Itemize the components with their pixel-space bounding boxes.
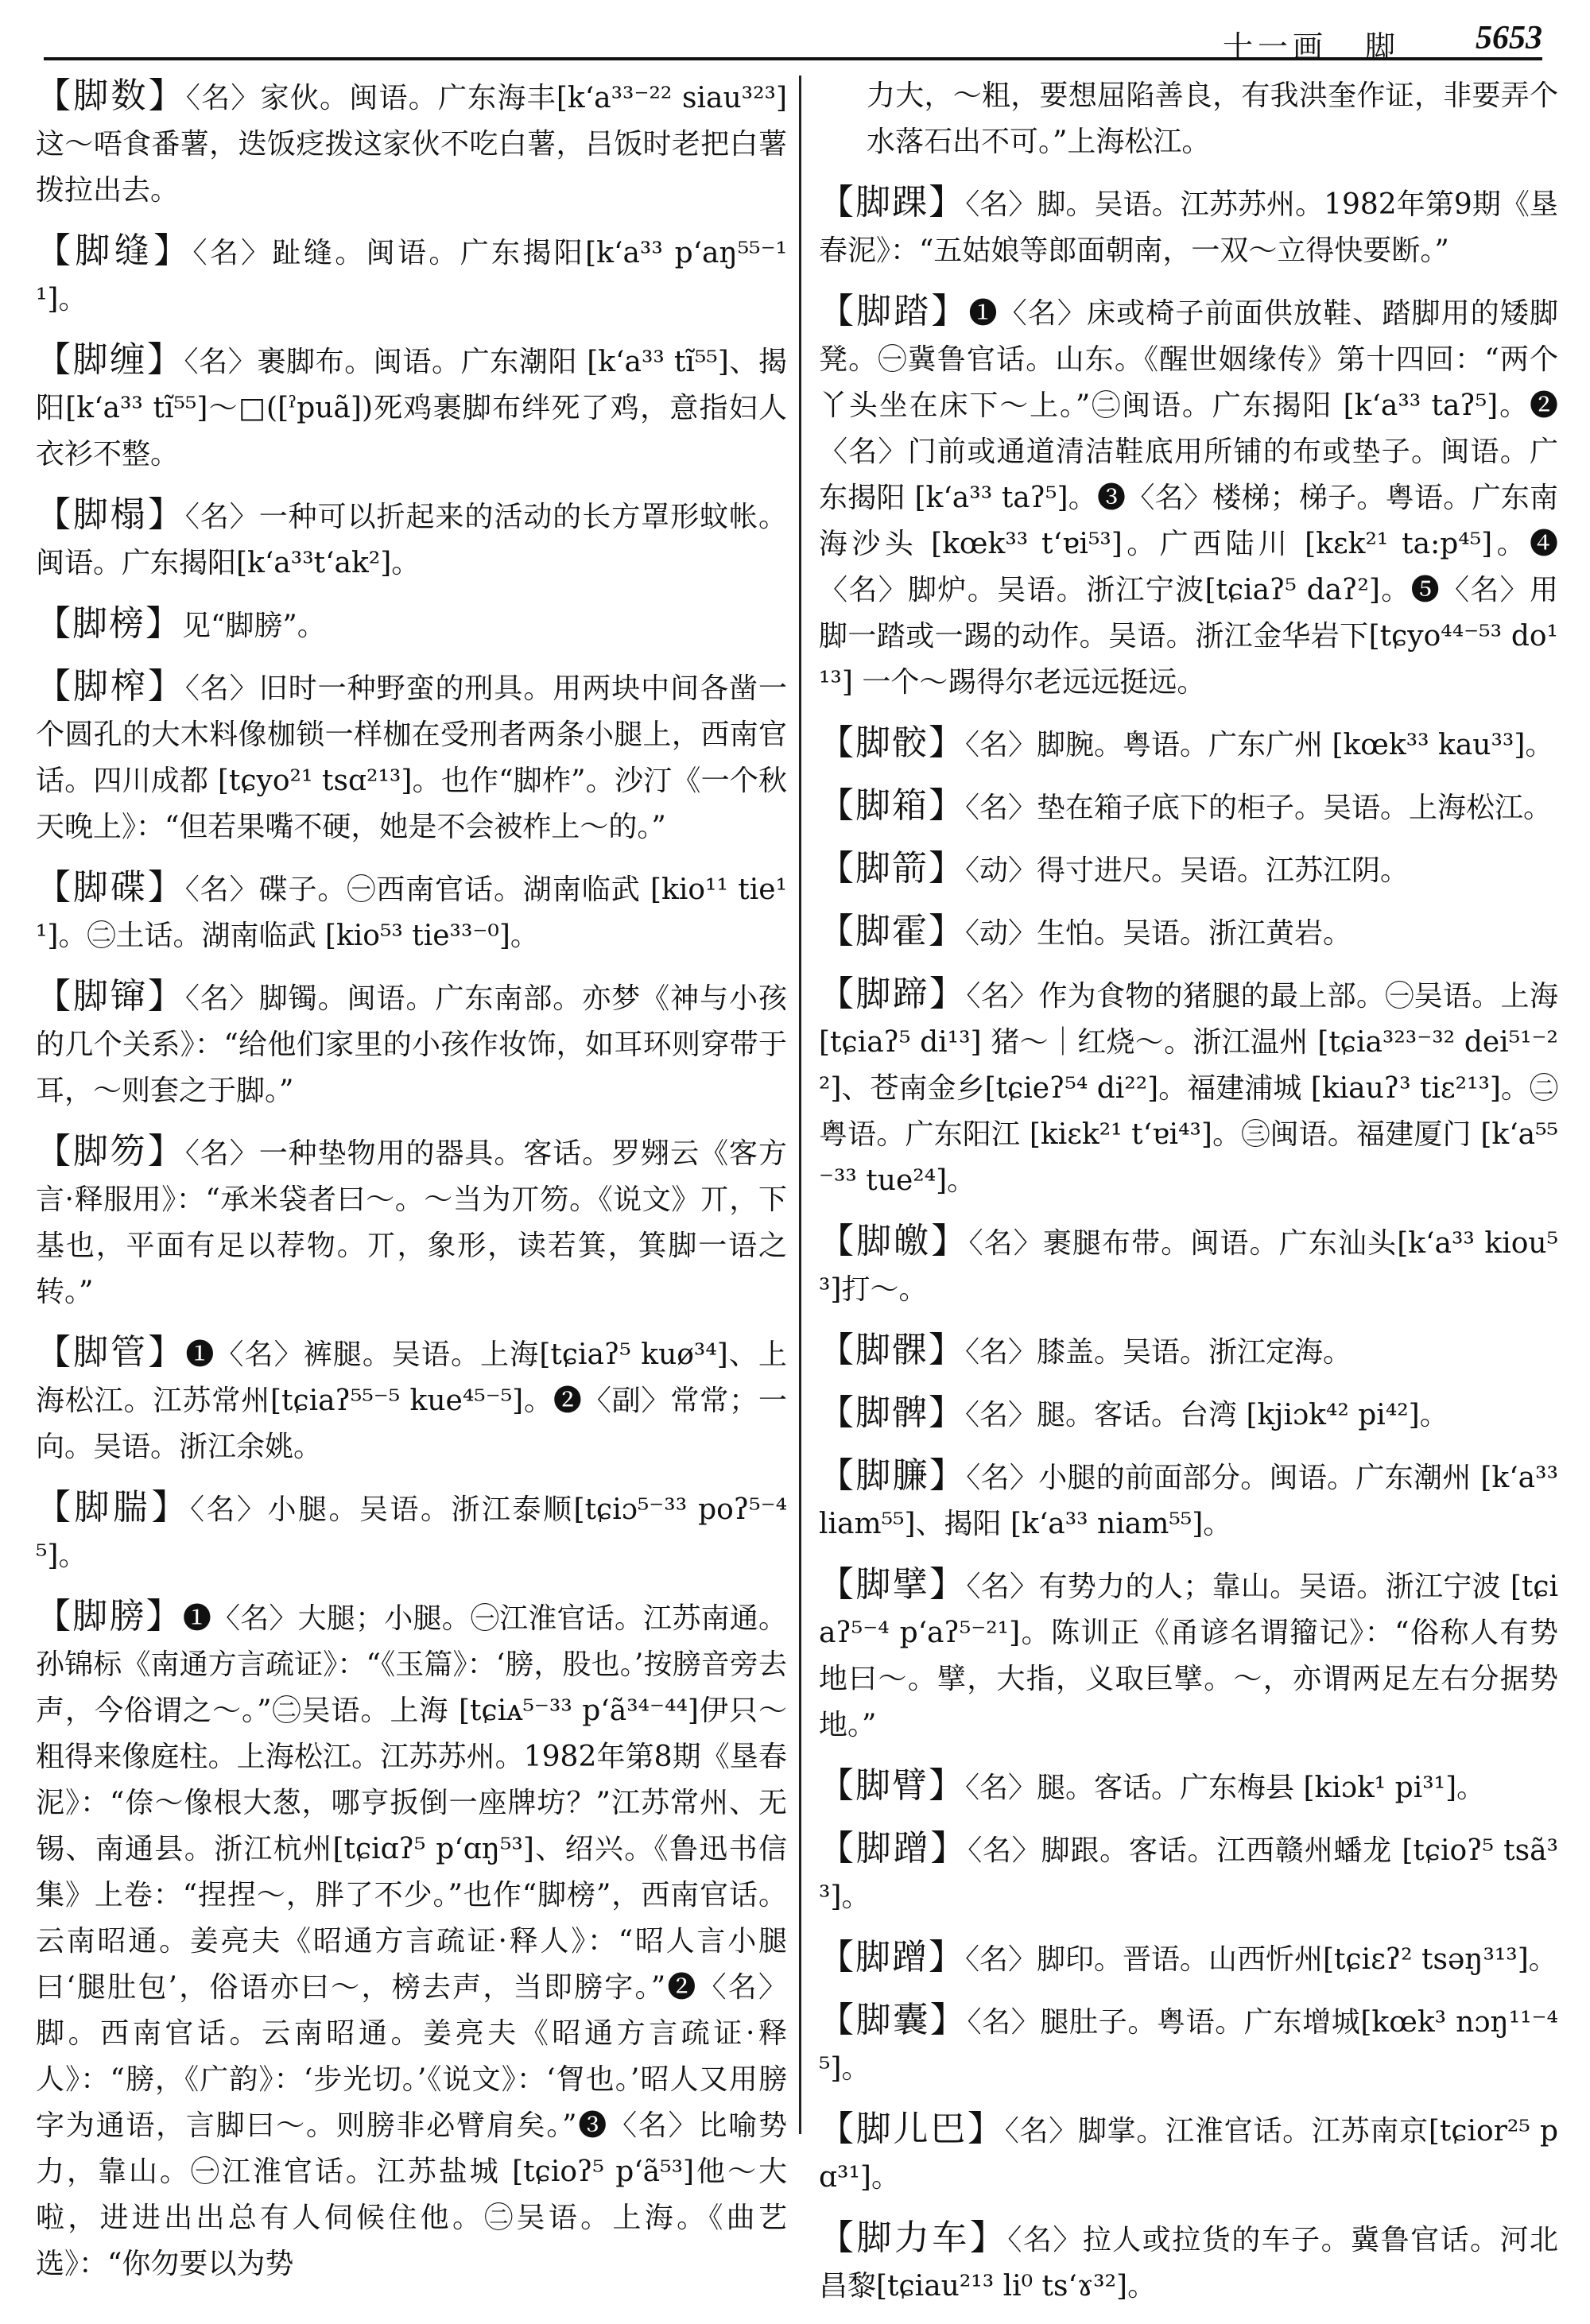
- entry-headword: 【脚蹄】: [819, 974, 967, 1014]
- dictionary-entry: [819, 1390, 1558, 1439]
- entry-headword: 【脚髀】: [819, 1392, 965, 1433]
- entry-definition: 〈名〉家伙。闽语。广东海丰[kʻa³³⁻²² siau³²³]这～唔食番薯，迭饭疺拨这家伙不吃白薯，吕饭时老把白薯拨拉出去。: [36, 82, 787, 207]
- dictionary-entry: [36, 228, 787, 323]
- dictionary-entry: [819, 846, 1558, 894]
- entry-headword: 【脚臂】: [819, 1765, 965, 1806]
- entry-headword: 【脚囊】: [819, 2000, 968, 2040]
- dictionary-entry: [819, 289, 1558, 706]
- entry-headword: 【脚骹】: [819, 722, 965, 763]
- entry-headword: 【脚碟】: [36, 867, 185, 908]
- entry-definition: 〈名〉作为食物的猪腿的最上部。㊀吴语。上海 [tɕiaʔ⁵ di¹³] 猪～｜红烧～。浙江温州 [tɕia³²³⁻³² dei⁵¹⁻²²]、苍南金乡[tɕieʔ⁵⁴ di²²]。福建浦城 [kiauʔ³ tiɛ²¹³]。㊁粤语。广东阳江 [kiɛk²¹ tʻɐi⁴³]。㊂闽语。福建厦门 [kʻa⁵⁵⁻³³ tue²⁴]。: [819, 980, 1558, 1197]
- dictionary-entry: [819, 908, 1558, 957]
- entry-definition: 〈名〉裹腿布带。闽语。广东汕头[kʻa³³ kiou⁵³]打～。: [819, 1227, 1558, 1306]
- entry-definition: 见“脚膀”。: [182, 610, 326, 642]
- dictionary-entry: [819, 1453, 1558, 1547]
- left-column: [36, 73, 787, 2302]
- dictionary-entry: [819, 783, 1558, 831]
- entry-headword: 【脚儿巴】: [819, 2109, 1005, 2149]
- entry-headword: 【脚数】: [36, 76, 186, 116]
- dictionary-entry: [36, 1594, 787, 2287]
- entry-headword: 【脚榨】: [36, 666, 185, 707]
- dictionary-entry: [36, 337, 787, 478]
- dictionary-entry: [819, 971, 1558, 1204]
- entry-headword: 【脚臁】: [819, 1455, 967, 1496]
- entry-definition: 〈名〉一种可以折起来的活动的长方罩形蚊帐。闽语。广东揭阳[kʻa³³tʻak²]。: [36, 501, 787, 579]
- continued-entry-text: 力大，～粗，要想屈陷善良，有我洪奎作证，非要弄个水落石出不可。”上海松江。: [867, 79, 1558, 158]
- entry-headword: 【脚蹭】: [819, 1828, 968, 1869]
- entry-headword: 【脚箱】: [819, 785, 965, 826]
- dictionary-entry: [819, 1997, 1558, 2092]
- dictionary-entry: [819, 1935, 1558, 1983]
- entry-definition: 〈名〉腿。客话。台湾 [kjiɔk⁴² pi⁴²]。: [965, 1399, 1448, 1431]
- entry-definition: 〈名〉小腿的前面部分。闽语。广东潮州 [kʻa³³ liam⁵⁵]、揭阳 [kʻa³³ niam⁵⁵]。: [819, 1462, 1559, 1540]
- right-column: [819, 73, 1558, 2324]
- dictionary-entry: [819, 2215, 1558, 2310]
- entry-definition: 〈名〉趾缝。闽语。广东揭阳[kʻa³³ pʻaŋ⁵⁵⁻¹¹]。: [36, 237, 788, 316]
- entry-definition: 〈名〉裹脚布。闽语。广东潮阳 [kʻa³³ tĩ⁵⁵]、揭阳[kʻa³³ tĩ⁵⁵]～□([ˀpuã])死鸡裹脚布绊死了鸡，意指妇人衣衫不整。: [36, 346, 788, 471]
- entry-headword: 【脚镩】: [36, 976, 185, 1017]
- entry-headword: 【脚榻】: [36, 494, 185, 535]
- entry-definition: 〈名〉脚镯。闽语。广东南部。亦梦《神与小孩的几个关系》：“给他们家里的小孩作妆饰，如耳环则穿带于耳，～则套之于脚。”: [36, 982, 787, 1107]
- entry-definition: 〈名〉脚。吴语。江苏苏州。1982年第9期《垦春泥》：“五姑娘等郎面朝南，一双～立得快要断。”: [819, 188, 1559, 267]
- entry-definition: 〈动〉生怕。吴语。浙江黄岩。: [965, 917, 1352, 950]
- dictionary-entry: [819, 1763, 1558, 1811]
- column-divider: [799, 76, 801, 2134]
- entry-definition: 〈名〉脚跟。客话。江西赣州蟠龙 [tɕioʔ⁵ tsã³³]。: [819, 1834, 1559, 1913]
- entry-headword: 【脚蹭】: [819, 1937, 965, 1977]
- entry-definition: 〈名〉腿肚子。粤语。广东增城[kœk³ nɔŋ¹¹⁻⁴⁵]。: [819, 2006, 1558, 2085]
- entry-headword: 【脚腨】: [36, 1487, 191, 1528]
- dictionary-entry: [819, 1218, 1558, 1313]
- entry-definition: 〈名〉垫在箱子底下的柜子。吴语。上海松江。: [965, 792, 1553, 824]
- entry-headword: 【脚缝】: [36, 230, 193, 271]
- entry-headword: 【脚榜】: [36, 603, 182, 644]
- entry-headword: 【脚管】: [36, 1332, 186, 1373]
- entry-definition: 〈名〉有势力的人；靠山。吴语。浙江宁波 [tɕiaʔ⁵⁻⁴ pʻaʔ⁵⁻²¹]。陈训正《甬谚名谓籀记》：“俗称人有势地曰～。擘，大指，义取巨擘。～，亦谓两足左右分据势地。”: [819, 1571, 1559, 1741]
- dictionary-entry: [36, 1485, 787, 1579]
- entry-headword: 【脚力车】: [819, 2217, 1008, 2258]
- dictionary-entry: [36, 73, 787, 214]
- entry-definition: 〈名〉腿。客话。广东梅县 [kiɔk¹ pi³¹]。: [965, 1772, 1486, 1804]
- dictionary-entry: [36, 492, 787, 587]
- entry-definition: ❶〈名〉大腿；小腿。㊀江淮官话。江苏南通。孙锦标《南通方言疏证》：“《玉篇》：‘膀，股也。’按膀音旁去声，今俗谓之～。”㊁吴语。上海 [tɕiᴀ⁵⁻³³ pʻã³⁴⁻⁴⁴]伊只～粗得来像庭柱。上海松江。江苏苏州。1982年第8期《垦春泥》：“倷～像根大葱，哪亨扳倒一座牌坊？”江苏常州、无锡、南通县。浙江杭州[tɕiɑʔ⁵ pʻɑŋ⁵³]、绍兴。《鲁迅书信集》上卷：“捏捏～，胖了不少。”也作“脚榜”，西南官话。云南昭通。姜亮夫《昭通方言疏证·释人》：“昭人言小腿曰‘腿肚包’，俗语亦曰～，榜去声，当即膀字。”❷〈名〉脚。西南官话。云南昭通。姜亮夫《昭通方言疏证·释人》：“膀，《广韵》：‘步光切。’《说文》：‘胷也。’昭人又用膀字为通语，言脚曰～。则膀非必臂肩矣。”❸〈名〉比喻势力，靠山。㊀江淮官话。江苏盐城 [tɕioʔ⁵ pʻã⁵³]他～大啦，进进出出总有人伺候住他。㊁吴语。上海。《曲艺选》：“你勿要以为势: [36, 1602, 787, 2280]
- header-character: 脚: [1364, 29, 1395, 64]
- entry-headword: 【脚缠】: [36, 339, 184, 380]
- dictionary-entry: [36, 1330, 787, 1470]
- dictionary-entry: [36, 664, 787, 850]
- entry-headword: 【脚膀】: [36, 1596, 183, 1636]
- entry-definition: ❶〈名〉裤腿。吴语。上海[tɕiaʔ⁵ kuø³⁴]、上海松江。江苏常州[tɕiaʔ⁵⁵⁻⁵ kue⁴⁵⁻⁵]。❷〈副〉常常；一向。吴语。浙江余姚。: [36, 1338, 787, 1463]
- entry-headword: 【脚箭】: [819, 848, 965, 889]
- dictionary-entry: [36, 974, 787, 1114]
- entry-definition: 〈名〉一种垫物用的器具。客话。罗翙云《客方言·释服用》：“承米袋者曰～。～当为丌笏。《说文》丌，下基也，平面有足以荐物。丌，象形，读若箕，箕脚一语之转。”: [36, 1137, 787, 1308]
- entry-definition: ❶〈名〉床或椅子前面供放鞋、踏脚用的矮脚凳。㊀冀鲁官话。山东。《醒世姻缘传》第十四回：“两个丫头坐在床下～上。”㊁闽语。广东揭阳 [kʻa³³ taʔ⁵]。❷〈名〉门前或通道清洁鞋底用所铺的布或垫子。闽语。广东揭阳 [kʻa³³ taʔ⁵]。❸〈名〉楼梯；梯子。粤语。广东南海沙头 [kœk³³ tʻɐi⁵³]。广西陆川 [kɛk²¹ ta:p⁴⁵]。❹〈名〉脚炉。吴语。浙江宁波[tɕiaʔ⁵ daʔ²]。❺〈名〉用脚一踏或一踢的动作。吴语。浙江金华岩下[tɕyo⁴⁴⁻⁵³ do¹¹³] 一个～踢得尔老远远挺远。: [819, 297, 1558, 699]
- page-header: [44, 8, 1542, 64]
- entry-headword: 【脚踏】: [819, 291, 969, 331]
- dictionary-entry: [36, 601, 787, 649]
- entry-headword: 【脚髁】: [819, 1330, 965, 1370]
- entry-definition: 〈名〉膝盖。吴语。浙江定海。: [965, 1336, 1352, 1369]
- dictionary-entry: [36, 1129, 787, 1315]
- entry-headword: 【脚踝】: [819, 182, 966, 223]
- entry-headword: 【脚笏】: [36, 1131, 185, 1172]
- entry-headword: 【脚霍】: [819, 911, 965, 951]
- dictionary-entry: [819, 2106, 1558, 2201]
- entry-definition: 〈动〉得寸进尺。吴语。江苏江阴。: [965, 854, 1410, 887]
- entry-definition: 〈名〉脚印。晋语。山西忻州[tɕiɛʔ² tsəŋ³¹³]。: [965, 1943, 1557, 1976]
- dictionary-entry: [819, 180, 1558, 274]
- dictionary-entry: [819, 720, 1558, 769]
- dictionary-entry: [819, 1327, 1558, 1376]
- entry-headword: 【脚皦】: [819, 1221, 969, 1261]
- entry-definition: 〈名〉脚腕。粤语。广东广州 [kœk³³ kau³³]。: [965, 729, 1554, 761]
- dictionary-entry: [819, 1562, 1558, 1749]
- entry-definition: 〈名〉碟子。㊀西南官话。湖南临武 [kio¹¹ tie¹¹]。㊁土话。湖南临武 [kio⁵³ tie³³⁻⁰]。: [36, 873, 788, 952]
- stroke-category: 十一画: [1222, 29, 1328, 64]
- entry-definition: 〈名〉脚掌。江淮官话。江苏南京[tɕior²⁵ pɑ³¹]。: [819, 2115, 1558, 2194]
- entry-definition: 〈名〉小腿。吴语。浙江泰顺[tɕiɔ⁵⁻³³ poʔ⁵⁻⁴⁵]。: [36, 1493, 788, 1572]
- dictionary-entry: [819, 1826, 1558, 1920]
- entry-headword: 【脚擘】: [819, 1564, 967, 1605]
- dictionary-entry: [36, 865, 787, 959]
- entry-definition: 〈名〉拉人或拉货的车子。冀鲁官话。河北昌黎[tɕiau²¹³ li⁰ tsʻɤ³²]。: [819, 2224, 1558, 2303]
- entry-definition: 〈名〉旧时一种野蛮的刑具。用两块中间各凿一个圆孔的大木料像枷锁一样枷在受刑者两条小腿上，西南官话。四川成都 [tɕyo²¹ tsɑ²¹³]。也作“脚柞”。沙汀《一个秋天晚上》：“但若果嘴不硬，她是不会被柞上～的。”: [36, 672, 787, 843]
- page-number: 5653: [1476, 20, 1542, 56]
